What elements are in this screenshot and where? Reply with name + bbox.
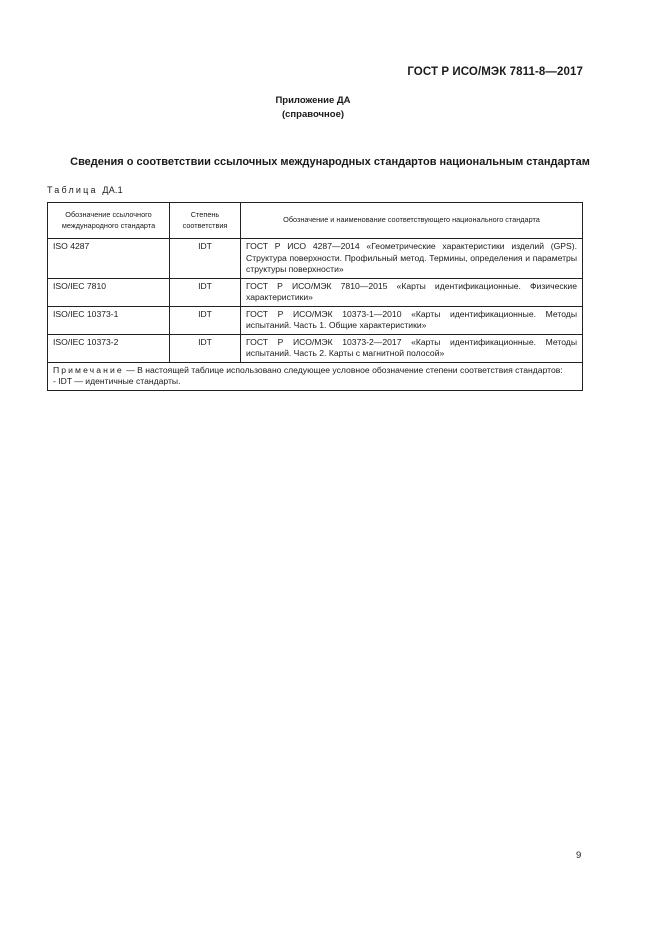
international-standard-cell: ISO/IEC 10373-2 bbox=[48, 334, 170, 362]
column-header-international: Обозначение ссылочного международного стандарта bbox=[48, 203, 170, 239]
table-caption-number: ДА.1 bbox=[102, 185, 123, 195]
column-header-degree: Степень соответствия bbox=[170, 203, 241, 239]
table-row bbox=[48, 239, 583, 279]
note-label: Примечание bbox=[53, 364, 124, 375]
degree-cell: IDT bbox=[170, 239, 241, 279]
international-standard-cell: ISO 4287 bbox=[48, 239, 170, 279]
national-standard-cell: ГОСТ Р ИСО 4287—2014 «Геометрические характеристики изделий (GPS). Структура поверхности. Профильный метод. Термины, определения и параметры структуры поверхности» bbox=[241, 239, 583, 279]
table-note bbox=[48, 362, 583, 390]
table-caption-label: Таблица bbox=[47, 185, 98, 195]
degree-cell: IDT bbox=[170, 334, 241, 362]
table-header-row bbox=[48, 203, 583, 239]
national-standard-cell: ГОСТ Р ИСО/МЭК 10373-2—2017 «Карты идентификационные. Методы испытаний. Часть 2. Карты с магнитной полосой» bbox=[241, 334, 583, 362]
standard-designation: ГОСТ Р ИСО/МЭК 7811-8—2017 bbox=[407, 66, 583, 78]
table-row bbox=[48, 306, 583, 334]
national-standard-cell: ГОСТ Р ИСО/МЭК 7810—2015 «Карты идентификационные. Физические характеристики» bbox=[241, 278, 583, 306]
national-standard-cell: ГОСТ Р ИСО/МЭК 10373-1—2010 «Карты идентификационные. Методы испытаний. Часть 1. Общие характеристики» bbox=[241, 306, 583, 334]
page-number: 9 bbox=[576, 850, 582, 861]
degree-cell: IDT bbox=[170, 306, 241, 334]
degree-cell: IDT bbox=[170, 278, 241, 306]
annex-heading bbox=[0, 94, 626, 122]
annex-subtitle: (справочное) bbox=[281, 109, 345, 120]
note-text: — В настоящей таблице использовано следующее условное обозначение степени соответствия стандартов: bbox=[123, 364, 563, 375]
table-note-row bbox=[48, 362, 583, 390]
annex-title: Приложение ДА bbox=[275, 95, 351, 106]
section-title: Сведения о соответствии ссылочных международных стандартов национальным стандартам bbox=[70, 156, 590, 168]
column-header-national: Обозначение и наименование соответствующего национального стандарта bbox=[241, 203, 583, 239]
table-caption bbox=[47, 185, 123, 195]
correspondence-table bbox=[47, 202, 583, 391]
note-item: - IDT — идентичные стандарты. bbox=[53, 376, 181, 386]
table-row bbox=[48, 278, 583, 306]
international-standard-cell: ISO/IEC 10373-1 bbox=[48, 306, 170, 334]
international-standard-cell: ISO/IEC 7810 bbox=[48, 278, 170, 306]
table-row bbox=[48, 334, 583, 362]
